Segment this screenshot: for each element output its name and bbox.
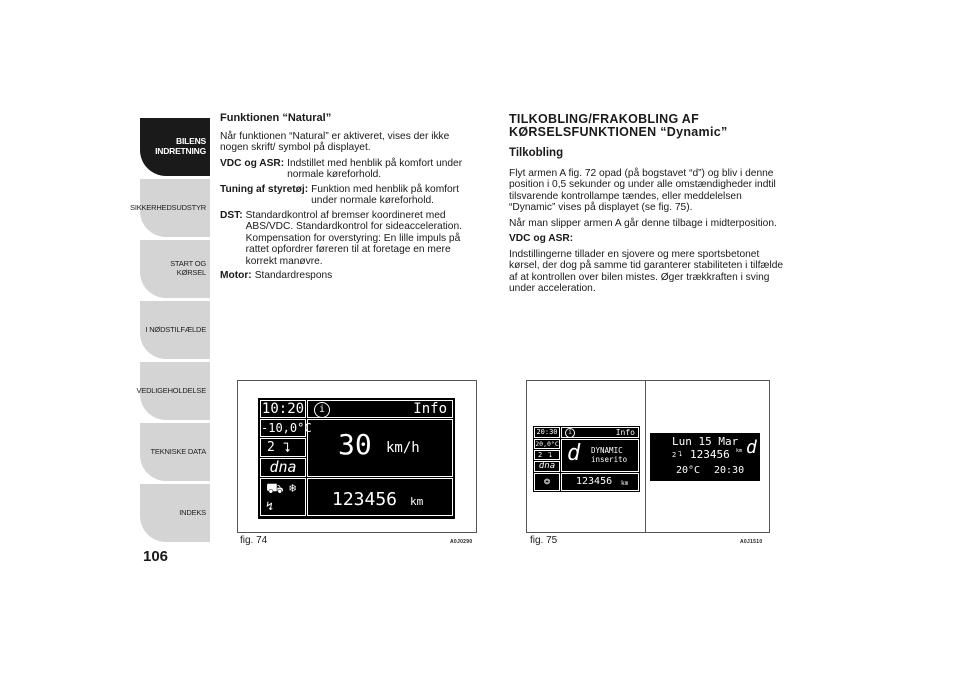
clock-value: 20:30: [714, 465, 745, 476]
date-label: Lun 15 Mar: [672, 435, 739, 448]
lcd-display-fig75-right: [650, 433, 760, 481]
figure-74-frame: [237, 380, 477, 533]
tilkobling-paragraph: Flyt armen A fig. 72 opad (på bogstavet “d”) og bliv i denne position i 0,5 sekunder og under alle omstændigheder indtil tilsvarende kontrollampe tændes, eller meddelelsen “Dynamic” vises på displayet (se fig. 75).: [509, 167, 776, 213]
mode-line-2: inserito: [591, 455, 628, 464]
left-column: [220, 113, 478, 285]
info-icon: i: [565, 428, 575, 438]
page-number: 106: [143, 548, 169, 565]
mode-letter: d: [567, 441, 581, 466]
definition-term: Tuning af styretøj:: [220, 183, 309, 195]
figure-75-frame: [526, 380, 770, 533]
gear-number: 2: [672, 451, 677, 459]
gear-number: 2: [538, 451, 543, 459]
clock-cell: 10:20: [261, 401, 305, 417]
headlight-icon: ⮧: [283, 441, 291, 456]
natural-intro: Når funktionen “Natural” er aktiveret, vises der ikke nogen skrift/ symbol på displayet.: [220, 130, 450, 153]
dynamic-mode-letter: d: [746, 437, 757, 458]
definition-text: Indstillet med henblik på komfort under normale køreforhold.: [287, 157, 463, 180]
release-paragraph: Når man slipper armen A går denne tilbage i midterposition.: [509, 217, 777, 229]
vdc-asr-paragraph: Indstillingerne tillader en sjovere og mere sportsbetonet kørsel, der dog på samme tid garanterer stabiliteten i tilfælde af at kontrollen over bilen mistes. Øger trækkraften i sving under acceleration.: [509, 248, 784, 294]
tilkobling-heading: Tilkobling: [509, 147, 564, 159]
dna-logo-cell: dna: [534, 461, 560, 472]
info-icon: i: [314, 402, 330, 418]
gear-cell: [534, 450, 560, 460]
gear-cell: [260, 438, 306, 457]
mode-line-1: DYNAMIC: [591, 446, 623, 455]
odometer-cell: [307, 478, 453, 516]
speed-value: 30: [338, 428, 372, 461]
definition-term: Motor:: [220, 270, 252, 281]
snowflake-icon: ❄: [289, 481, 297, 495]
speed-cell: [307, 419, 453, 477]
odometer-value: 123456: [690, 448, 730, 461]
definition-row: [220, 158, 478, 181]
info-label: Info: [615, 428, 635, 437]
road-icon: ↯: [266, 499, 274, 513]
headlight-icon: ⮧: [678, 450, 683, 458]
definition-row: [220, 270, 478, 282]
right-column: [509, 113, 784, 299]
natural-heading: Funktionen “Natural”: [220, 112, 332, 124]
tab-start-og-korsel[interactable]: START OG KØRSEL: [140, 240, 210, 298]
skid-car-icon: ⛟: [266, 481, 284, 497]
definition-text: Funktion med henblik på komfort under normale køreforhold.: [311, 183, 459, 206]
lcd-display-fig75-left: [533, 426, 640, 492]
figure-75-code: A0J1510: [740, 539, 763, 545]
mode-cell: [561, 439, 639, 472]
definition-term: DST:: [220, 209, 243, 221]
figure-75-caption: fig. 75: [530, 535, 558, 546]
definition-term: VDC og ASR:: [220, 157, 285, 169]
tab-bilens-indretning[interactable]: BILENS INDRETNING: [140, 118, 210, 176]
vdc-asr-label: VDC og ASR:: [509, 233, 574, 244]
odometer-unit: km: [621, 480, 629, 487]
temperature-cell: -10,0°C: [261, 421, 312, 435]
headlight-icon: ⮧: [548, 451, 553, 459]
tab-vedligeholdelse[interactable]: VEDLIGEHOLDELSE: [140, 362, 210, 420]
odometer-value: 123456: [332, 489, 398, 510]
info-bar: [307, 400, 453, 418]
temperature-value: 20°C: [676, 465, 701, 476]
tab-indeks[interactable]: INDEKS: [140, 484, 210, 542]
clock-cell: 20:30: [534, 427, 560, 438]
dna-logo-cell: dna: [260, 458, 306, 477]
figure-74-caption: fig. 74: [240, 535, 268, 546]
warning-icons-cell: [260, 478, 306, 516]
tab-i-nodstilfaelde[interactable]: I NØDSTILFÆLDE: [140, 301, 210, 359]
figure-divider: [645, 381, 646, 532]
odometer-unit: km: [736, 448, 743, 454]
steering-icon-cell: ❂: [534, 473, 560, 491]
figure-74-code: A0J0290: [450, 539, 473, 545]
tab-tekniske-data[interactable]: TEKNISKE DATA: [140, 423, 210, 481]
temperature-cell: 20,0°C: [535, 440, 559, 448]
odometer-value: 123456: [576, 476, 613, 487]
speed-unit: km/h: [386, 440, 420, 456]
natural-definition-list: [220, 158, 478, 282]
tab-sikkerhedsudstyr[interactable]: SIKKERHEDSUDSTYR: [140, 179, 210, 237]
lcd-display-fig74: [258, 398, 455, 519]
dynamic-heading: TILKOBLING/FRAKOBLING AF KØRSELSFUNKTIONEN “Dynamic”: [509, 112, 728, 139]
info-bar: [561, 427, 639, 438]
info-label: Info: [413, 401, 447, 417]
definition-row: [220, 184, 478, 207]
definition-text: Standardrespons: [254, 270, 333, 281]
odometer-unit: km: [410, 495, 424, 508]
gear-number: 2: [267, 440, 275, 455]
definition-text: Standardkontrol af bremser koordineret med ABS/VDC. Standardkontrol for sideacceleration. Kompensation for overstyring: En lille impuls på rattet opfordrer føreren til at foretage en mere korrekt manøvre.: [245, 209, 462, 267]
definition-row: [220, 210, 478, 268]
odometer-cell: [561, 473, 639, 491]
